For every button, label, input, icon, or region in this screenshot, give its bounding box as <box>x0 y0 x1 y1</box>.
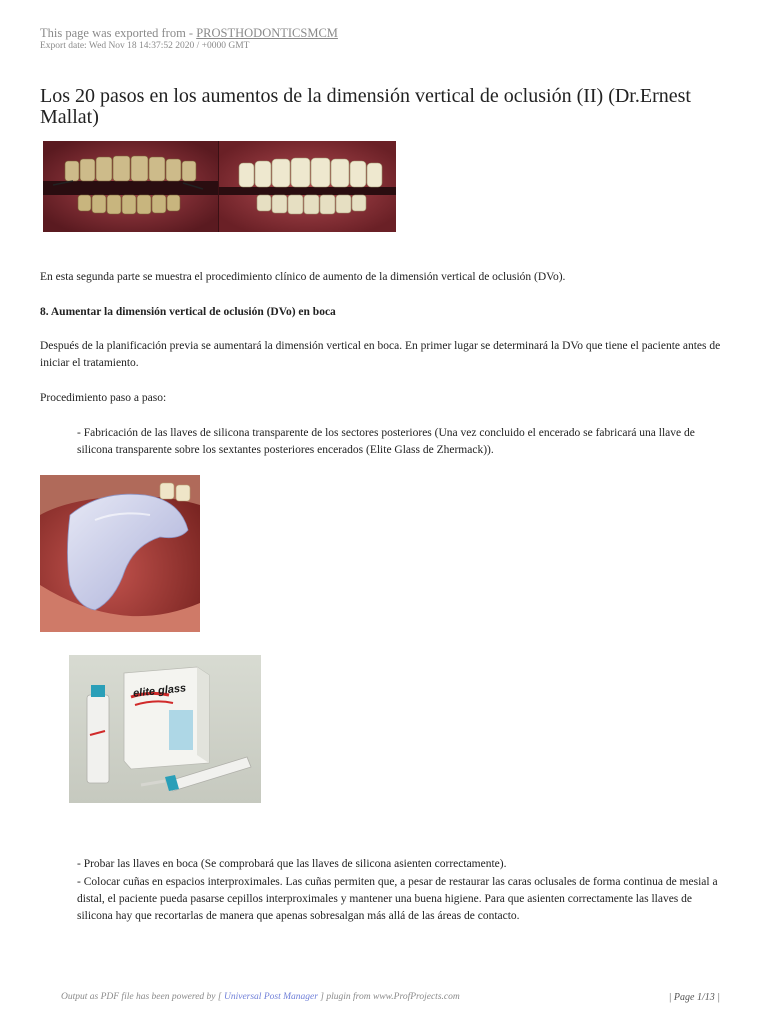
export-source-line <box>40 26 338 41</box>
intro-paragraph: En esta segunda parte se muestra el procedimiento clínico de aumento de la dimensión vertical de oclusión (DVo). <box>40 271 566 283</box>
procedure-label: Procedimiento paso a paso: <box>40 392 167 404</box>
elite-glass-product-photo <box>69 655 261 803</box>
step-paragraph: Después de la planificación previa se aumentará la dimensión vertical en boca. En primer lugar se determinará la DVo que tiene el paciente antes de iniciar el tratamiento. <box>40 340 721 369</box>
post-title: Los 20 pasos en los aumentos de la dimensión vertical de oclusión (II) (Dr.Ernest Mallat) <box>40 85 691 128</box>
export-header <box>40 26 338 52</box>
plugin-name-link[interactable]: Universal Post Manager <box>223 992 318 1002</box>
bullet-interproximal-wedges: - Colocar cuñas en espacios interproximales. Las cuñas permiten que, a pesar de restaurar las caras oclusales de forma continua de mesial a distal, el paciente pueda pasarse cepillos interproximales y mantener una buena higiene. Para que asienten correctamente las llaves de silicona hay que recortarlas de manera que apenas sobresalgan más allá de las áreas de contacto. <box>77 876 718 922</box>
footer-suffix: ] plugin from www.ProfProjects.com <box>317 992 460 1002</box>
footer-prefix: Output as PDF file has been powered by [ <box>61 992 224 1002</box>
product-brand-label: elite glass <box>132 682 187 700</box>
silicone-key-in-mouth-photo <box>40 475 200 632</box>
site-name-link[interactable]: PROSTHODONTICSMCM <box>196 26 338 40</box>
before-after-teeth-photo <box>43 141 396 232</box>
pdf-footer-note <box>61 992 460 1002</box>
export-date: Export date: Wed Nov 18 14:37:52 2020 / +0000 GMT <box>40 41 250 51</box>
bullet-test-keys: - Probar las llaves en boca (Se comprobará que las llaves de silicona asienten correctamente). <box>77 858 507 870</box>
step-heading: 8. Aumentar la dimensión vertical de oclusión (DVo) en boca <box>40 306 336 318</box>
bullet-silicone-keys: - Fabricación de las llaves de silicona transparente de los sectores posteriores (Una vez concluido el encerado se fabricará una llave de silicona transparente sobre los sextantes posteriores encerados (Elite Glass de Zhermack)). <box>77 427 695 456</box>
export-prefix: This page was exported from - <box>40 26 197 40</box>
page-number: | Page 1/13 | <box>668 992 720 1003</box>
